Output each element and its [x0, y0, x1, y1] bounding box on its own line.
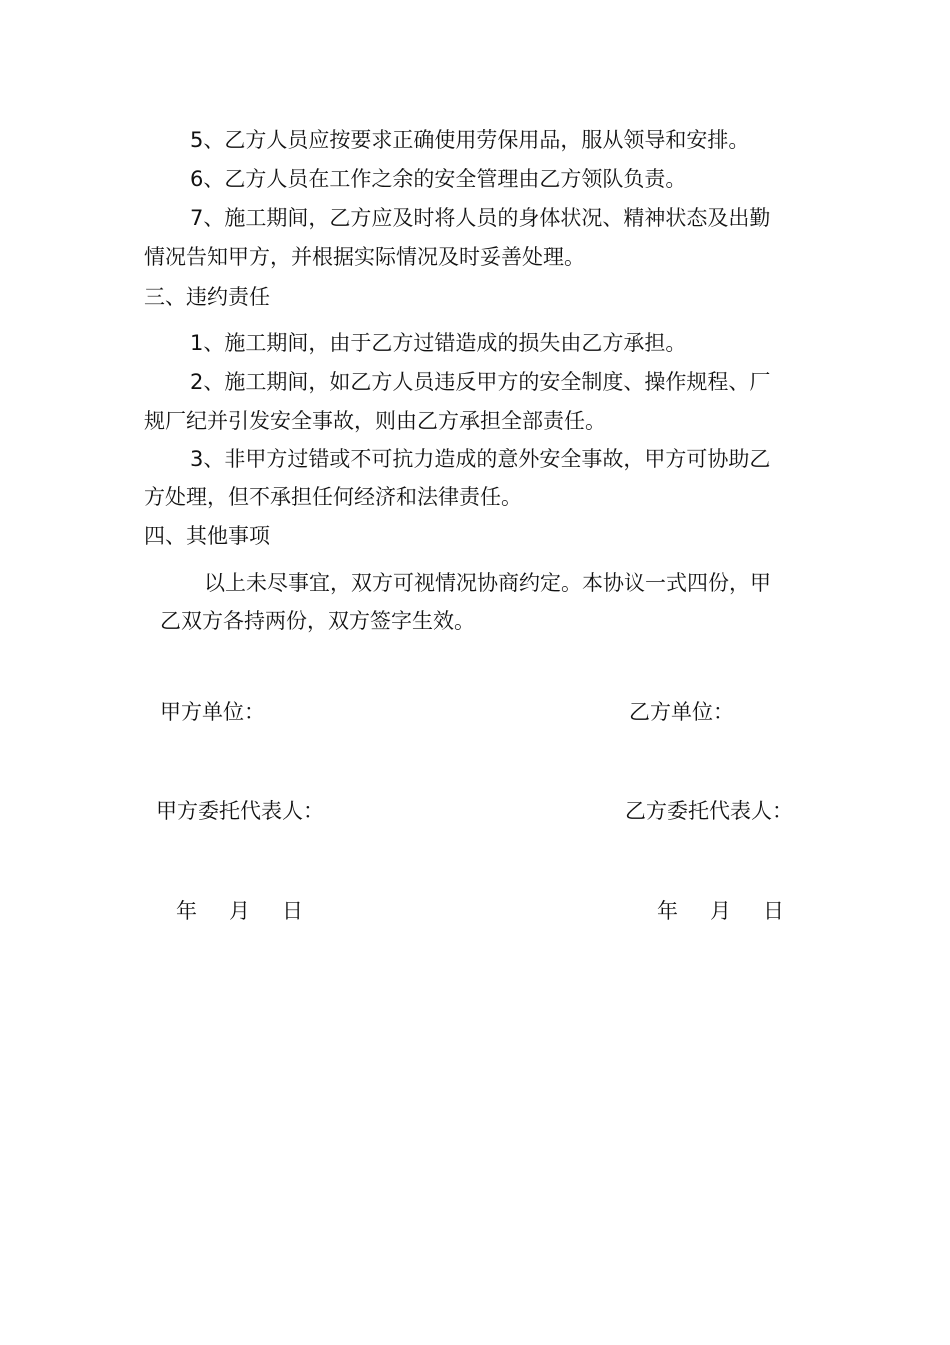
date-month-label: 月: [229, 899, 250, 923]
party-b-representative-label: 乙方委托代表人：: [625, 799, 793, 823]
section-3-clause-2-line-2: 规厂纪并引发安全事故，则由乙方承担全部责任。: [144, 409, 606, 433]
clause-7-line-2: 情况告知甲方，并根据实际情况及时妥善处理。: [144, 245, 585, 269]
section-3-heading: 三、违约责任: [144, 285, 270, 309]
date-year-label: 年: [176, 899, 197, 923]
clause-6: 6、乙方人员在工作之余的安全管理由乙方领队负责。: [190, 167, 687, 191]
section-3-clause-3-line-2: 方处理，但不承担任何经济和法律责任。: [144, 485, 522, 509]
party-b-unit-label: 乙方单位：: [629, 700, 734, 724]
clause-5: 5、乙方人员应按要求正确使用劳保用品，服从领导和安排。: [190, 128, 750, 152]
section-4-paragraph-line-1: 以上未尽事宜，双方可视情况协商约定。本协议一式四份，甲: [204, 571, 771, 595]
party-a-date: [176, 896, 303, 926]
section-3-clause-3-line-1: 3、非甲方过错或不可抗力造成的意外安全事故，甲方可协助乙: [190, 447, 771, 471]
date-month-label: 月: [710, 899, 731, 923]
section-3-clause-1: 1、施工期间，由于乙方过错造成的损失由乙方承担。: [190, 331, 687, 355]
date-day-label: 日: [282, 899, 303, 923]
date-year-label: 年: [657, 899, 678, 923]
section-4-paragraph-line-2: 乙双方各持两份，双方签字生效。: [160, 609, 475, 633]
party-b-date: [657, 896, 784, 926]
section-3-clause-2-line-1: 2、施工期间，如乙方人员违反甲方的安全制度、操作规程、厂: [190, 370, 771, 394]
party-a-representative-label: 甲方委托代表人：: [156, 799, 324, 823]
section-4-heading: 四、其他事项: [144, 524, 270, 548]
clause-7-line-1: 7、施工期间，乙方应及时将人员的身体状况、精神状态及出勤: [190, 206, 771, 230]
date-day-label: 日: [763, 899, 784, 923]
party-a-unit-label: 甲方单位：: [160, 700, 265, 724]
